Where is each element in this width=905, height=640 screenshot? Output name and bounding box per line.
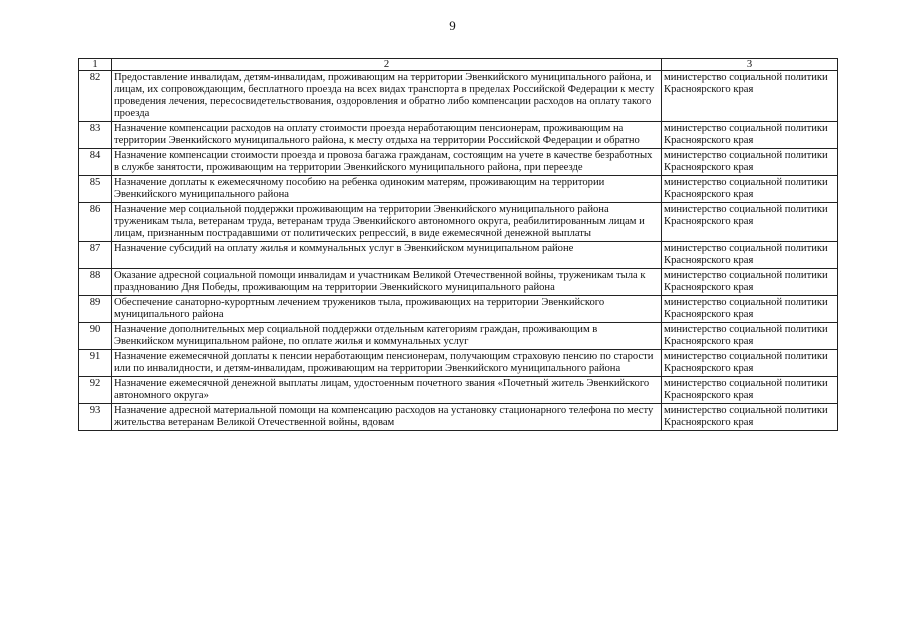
service-name: Назначение ежемесячной денежной выплаты лицам, удостоенным почетного звания «Почетный житель Эвенкийского автономного округа» <box>112 377 662 404</box>
service-name: Назначение ежемесячной доплаты к пенсии неработающим пенсионерам, получающим страховую пенсию по старости или по инвалидности, и детям-инвалидам, проживающим на территории Эвенкийского муниципального района <box>112 350 662 377</box>
table-row <box>79 350 838 377</box>
service-name: Назначение адресной материальной помощи на компенсацию расходов на установку стационарного телефона по месту жительства ветеранам Великой Отечественной войны, вдовам <box>112 404 662 431</box>
table-row <box>79 71 838 122</box>
service-name: Назначение компенсации расходов на оплату стоимости проезда неработающим пенсионерам, проживающим на территории Эвенкийского муниципального района, к месту отдыха на территории Российской Федерации и обратно <box>112 122 662 149</box>
header-col-1: 1 <box>79 59 112 71</box>
service-name: Назначение субсидий на оплату жилья и коммунальных услуг в Эвенкийском муниципальном районе <box>112 242 662 269</box>
row-number: 88 <box>79 269 112 296</box>
responsible-authority: министерство социальной политики Красноярского края <box>662 350 838 377</box>
table-row <box>79 323 838 350</box>
service-name: Назначение доплаты к ежемесячному пособию на ребенка одиноким матерям, проживающим на территории Эвенкийского муниципального района <box>112 176 662 203</box>
responsible-authority: министерство социальной политики Красноярского края <box>662 122 838 149</box>
service-name: Назначение мер социальной поддержки проживающим на территории Эвенкийского муниципального района труженикам тыла, ветеранам труда, ветеранам труда Эвенкийского автономного округа, реабилитированным лицам и лицам, признанным пострадавшими от политических репрессий, в виде ежемесячной денежной выплаты <box>112 203 662 242</box>
row-number: 85 <box>79 176 112 203</box>
header-col-2: 2 <box>112 59 662 71</box>
table-row <box>79 122 838 149</box>
table-row <box>79 269 838 296</box>
responsible-authority: министерство социальной политики Красноярского края <box>662 269 838 296</box>
service-name: Предоставление инвалидам, детям-инвалидам, проживающим на территории Эвенкийского муниципального района, и лицам, их сопровождающим, бесплатного проезда на всех видах транспорта в пределах Российской Федерации к месту проведения лечения, пересосвидетельствования, оздоровления и обратно либо компенсации расходов на оплату такого проезда <box>112 71 662 122</box>
responsible-authority: министерство социальной политики Красноярского края <box>662 176 838 203</box>
table-row <box>79 149 838 176</box>
row-number: 93 <box>79 404 112 431</box>
table-row <box>79 296 838 323</box>
table-header-row <box>79 59 838 71</box>
responsible-authority: министерство социальной политики Красноярского края <box>662 323 838 350</box>
page-number: 9 <box>449 18 456 33</box>
row-number: 89 <box>79 296 112 323</box>
row-number: 82 <box>79 71 112 122</box>
responsible-authority: министерство социальной политики Красноярского края <box>662 71 838 122</box>
service-name: Обеспечение санаторно-курортным лечением тружеников тыла, проживающих на территории Эвенкийского муниципального района <box>112 296 662 323</box>
header-col-3: 3 <box>662 59 838 71</box>
service-name: Назначение дополнительных мер социальной поддержки отдельным категориям граждан, проживающим в Эвенкийском муниципальном районе, по оплате жилья и коммунальных услуг <box>112 323 662 350</box>
table-row <box>79 242 838 269</box>
responsible-authority: министерство социальной политики Красноярского края <box>662 149 838 176</box>
service-name: Назначение компенсации стоимости проезда и провоза багажа гражданам, состоящим на учете в качестве безработных в службе занятости, проживающим на территории Эвенкийского муниципального района, при переезде <box>112 149 662 176</box>
row-number: 87 <box>79 242 112 269</box>
responsible-authority: министерство социальной политики Красноярского края <box>662 377 838 404</box>
row-number: 90 <box>79 323 112 350</box>
service-name: Оказание адресной социальной помощи инвалидам и участникам Великой Отечественной войны, труженикам тыла к празднованию Дня Победы, проживающим на территории Эвенкийского муниципального района <box>112 269 662 296</box>
row-number: 92 <box>79 377 112 404</box>
table-row <box>79 377 838 404</box>
services-table <box>78 58 838 431</box>
row-number: 91 <box>79 350 112 377</box>
row-number: 84 <box>79 149 112 176</box>
row-number: 83 <box>79 122 112 149</box>
responsible-authority: министерство социальной политики Красноярского края <box>662 203 838 242</box>
responsible-authority: министерство социальной политики Красноярского края <box>662 404 838 431</box>
row-number: 86 <box>79 203 112 242</box>
responsible-authority: министерство социальной политики Красноярского края <box>662 242 838 269</box>
responsible-authority: министерство социальной политики Красноярского края <box>662 296 838 323</box>
table-row <box>79 404 838 431</box>
table-row <box>79 203 838 242</box>
table-row <box>79 176 838 203</box>
